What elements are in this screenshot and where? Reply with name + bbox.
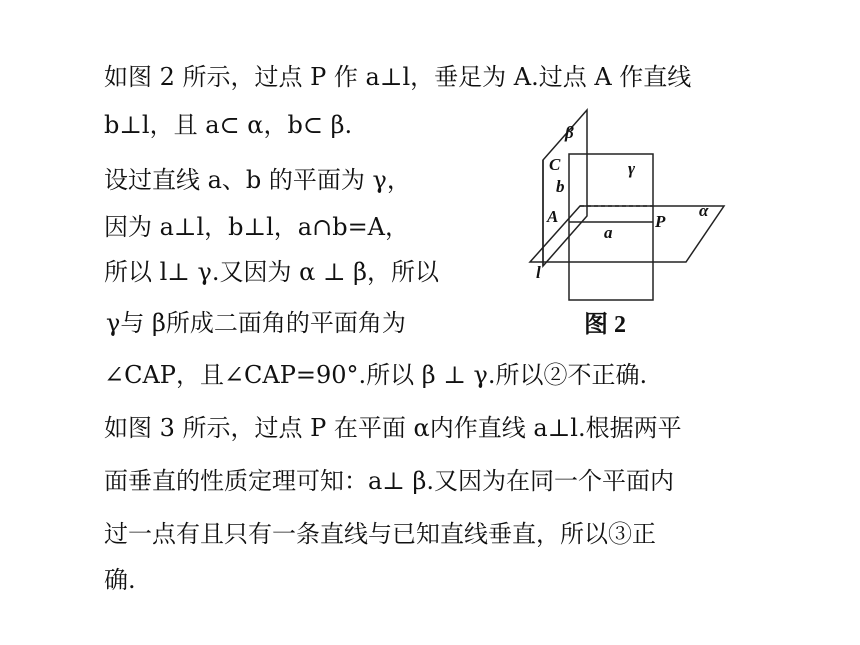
- label-P: P: [655, 212, 666, 231]
- text-line-10: [104, 519, 656, 549]
- text-line-1: [104, 62, 691, 92]
- p3-line2-text: 面垂直的性质定理可知：a⊥ β.又因为在同一个平面内: [104, 467, 675, 495]
- label-b: b: [556, 177, 565, 196]
- text-line-7: [104, 360, 647, 390]
- label-a: a: [604, 223, 613, 242]
- text-line-2: [104, 110, 352, 140]
- text-line-5: [104, 257, 439, 287]
- p2-line1-text: 设过直线 a、b 的平面为 γ，: [104, 166, 411, 194]
- p1-line1-text: 如图 2 所示，过点 P 作 a⊥l，垂足为 A.过点 A 作直线: [104, 63, 692, 91]
- text-line-11: [104, 565, 136, 595]
- p2-line5-text: ∠CAP，且∠CAP=90°.所以 β ⊥ γ.所以②不正确.: [104, 361, 648, 389]
- text-line-3: [104, 165, 411, 195]
- plane-alpha: [530, 206, 724, 262]
- p1-line2-text: b⊥l，且 a⊂ α，b⊂ β.: [104, 111, 353, 139]
- p2-line3-text: 所以 l⊥ γ.又因为 α ⊥ β，所以: [104, 258, 440, 286]
- label-alpha: α: [699, 201, 709, 220]
- label-C: C: [549, 155, 561, 174]
- label-beta: β: [565, 123, 574, 142]
- label-A: A: [547, 207, 559, 226]
- text-line-6: [106, 308, 406, 338]
- text-line-8: [104, 413, 682, 443]
- p2-line2-text: 因为 a⊥l，b⊥l，a∩b=A，: [104, 213, 410, 241]
- geometry-figure: [510, 100, 750, 345]
- text-line-9: [104, 466, 674, 496]
- p2-line4-text: γ与 β所成二面角的平面角为: [106, 309, 406, 337]
- label-gamma: γ: [628, 159, 636, 178]
- p3-line3-text: 过一点有且只有一条直线与已知直线垂直，所以③正: [104, 520, 656, 548]
- p3-line4-text: 确.: [104, 566, 136, 594]
- p3-line1-text: 如图 3 所示，过点 P 在平面 α内作直线 a⊥l.根据两平: [104, 414, 682, 442]
- label-l: l: [536, 263, 541, 282]
- text-line-4: [104, 212, 409, 242]
- figure-caption: 图 2: [584, 312, 626, 338]
